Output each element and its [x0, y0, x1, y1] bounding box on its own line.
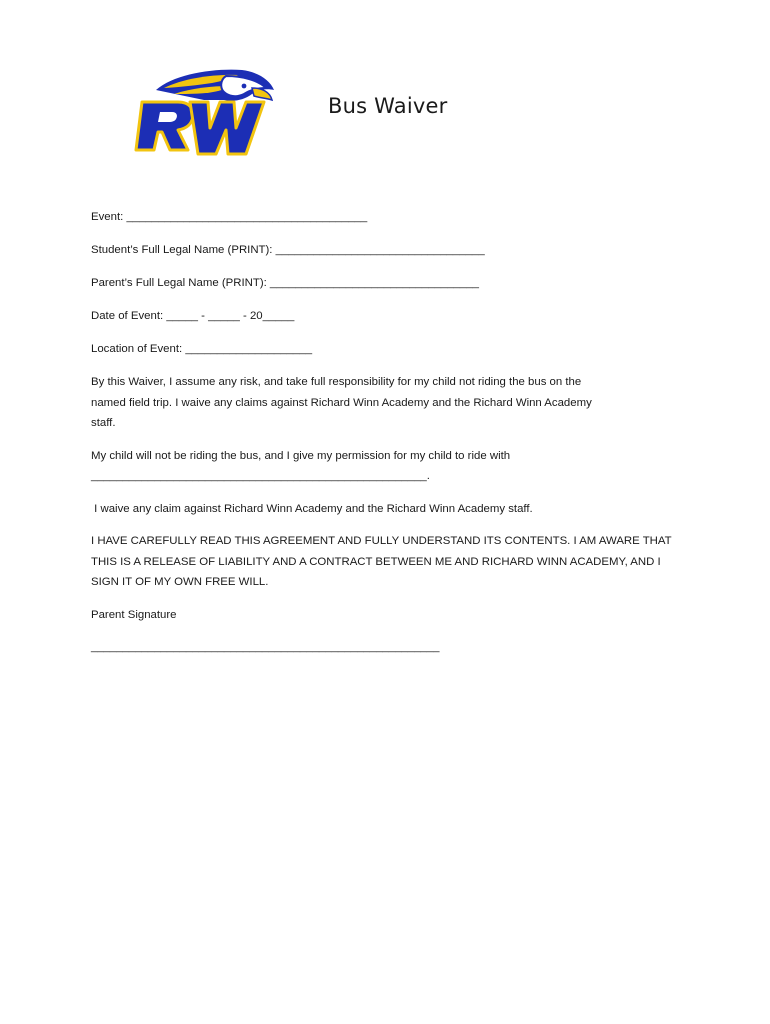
signature-line[interactable]: _______________________________________________________ [91, 641, 440, 653]
parent-name-field[interactable]: Parent’s Full Legal Name (PRINT): _________________________________ [91, 277, 479, 289]
date-field[interactable]: Date of Event: _____ - _____ - 20_____ [91, 310, 295, 322]
ride-with-field[interactable]: _____________________________________________________. [91, 470, 430, 482]
agreement-line: SIGN IT OF MY OWN FREE WILL. [91, 576, 269, 588]
permission-line: My child will not be riding the bus, and I give my permission for my child to ride with [91, 449, 511, 462]
agreement-line: THIS IS A RELEASE OF LIABILITY AND A CONTRACT BETWEEN ME AND RICHARD WINN ACADEMY, AND I [91, 555, 661, 568]
student-name-field[interactable]: Student’s Full Legal Name (PRINT): _________________________________ [91, 244, 485, 256]
agreement-paragraph [91, 531, 691, 593]
waiver-paragraph [91, 372, 691, 434]
eagle-logo [134, 66, 276, 160]
location-field[interactable]: Location of Event: ____________________ [91, 343, 313, 355]
agreement-line: I HAVE CAREFULLY READ THIS AGREEMENT AND FULLY UNDERSTAND ITS CONTENTS. I AM AWARE THAT [91, 535, 672, 547]
event-field[interactable]: Event: ______________________________________ [91, 211, 368, 223]
waiver-line: By this Waiver, I assume any risk, and take full responsibility for my child not riding the bus on the [91, 376, 582, 388]
page-title: Bus Waiver [328, 94, 448, 118]
waiver-line: named field trip. I waive any claims against Richard Winn Academy and the Richard Winn Academy [91, 396, 592, 409]
waive-claim-paragraph: I waive any claim against Richard Winn Academy and the Richard Winn Academy staff. [91, 502, 533, 515]
signature-label: Parent Signature [91, 608, 177, 621]
permission-paragraph [91, 446, 691, 487]
waiver-line: staff. [91, 417, 116, 429]
waiver-body [91, 207, 691, 658]
